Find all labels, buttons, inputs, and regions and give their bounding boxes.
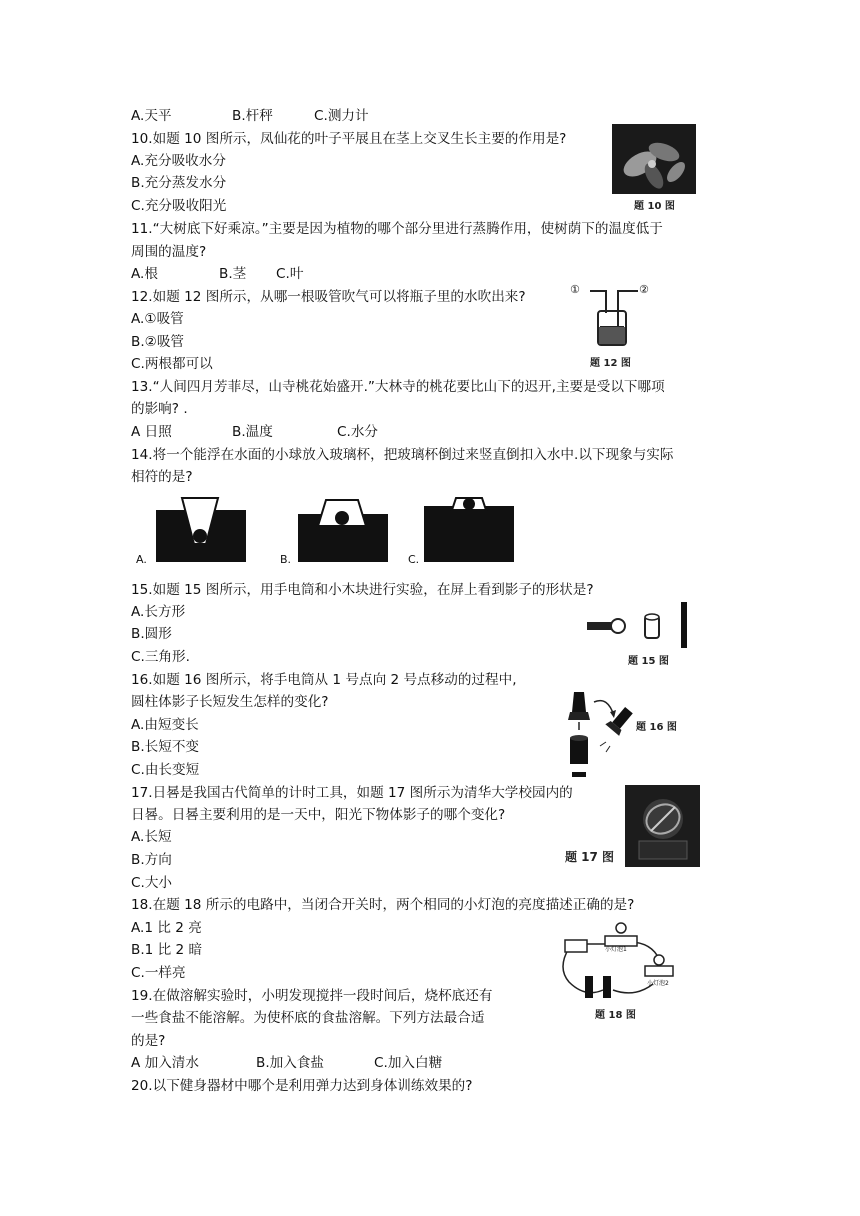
q18-bulb-label-2: 小灯泡2	[647, 980, 669, 987]
q12-tube-label-2: ②	[639, 283, 649, 296]
q12-tube-label-1: ①	[570, 283, 580, 296]
q14-label-b: B.	[280, 553, 292, 566]
q17-option-b: B.方向	[131, 852, 172, 868]
q19-option-a: A 加入清水	[131, 1055, 199, 1071]
q11-option-a: A.根	[131, 266, 158, 282]
q13-stem-line2: 的影响? .	[131, 401, 188, 417]
q14-figure-a	[154, 496, 248, 564]
q13-stem-line1: 13.“人间四月芳菲尽，山寺桃花始盛开.”大林寺的桃花要比山下的迟开,主要是受以下哪项	[131, 379, 665, 395]
q16-caption: 题 16 图	[636, 722, 677, 733]
q19-stem-line2: 一些食盐不能溶解。为使杯底的食盐溶解。下列方法最合适	[131, 1010, 485, 1026]
q14-figure-b	[296, 496, 390, 564]
q14-figure-c	[422, 496, 516, 564]
q10-option-a: A.充分吸收水分	[131, 153, 226, 169]
q17-caption: 题 17 图	[565, 850, 615, 864]
q13-option-c: C.水分	[337, 424, 379, 440]
q13-option-b: B.温度	[232, 424, 273, 440]
q17-option-a: A.长短	[131, 829, 172, 845]
q11-option-c: C.叶	[276, 266, 304, 282]
q19-stem-line3: 的是?	[131, 1033, 166, 1049]
q16-option-c: C.由长变短	[131, 762, 200, 778]
q11-option-b: B.茎	[219, 266, 247, 282]
q18-option-a: A.1 比 2 亮	[131, 920, 202, 936]
q17-stem-line2: 日晷。日晷主要利用的是一天中，阳光下物体影子的哪个变化?	[131, 807, 506, 823]
q9-option-a: A.天平	[131, 108, 172, 124]
q19-option-b: B.加入食盐	[256, 1055, 325, 1071]
q15-option-c: C.三角形.	[131, 649, 190, 665]
q12-option-c: C.两根都可以	[131, 356, 213, 372]
q11-stem-line2: 周围的温度?	[131, 244, 207, 260]
q17-sundial-photo	[625, 785, 700, 867]
q15-flashlight-block-screen	[585, 600, 695, 650]
q10-option-b: B.充分蒸发水分	[131, 175, 227, 191]
q16-option-a: A.由短变长	[131, 717, 199, 733]
q19-stem-line1: 19.在做溶解实验时，小明发现搅拌一段时间后，烧杯底还有	[131, 988, 493, 1004]
q10-impatiens-photo	[612, 124, 696, 194]
q14-label-c: C.	[408, 553, 420, 566]
q13-option-a: A 日照	[131, 424, 172, 440]
q15-option-b: B.圆形	[131, 626, 172, 642]
q14-label-a: A.	[136, 553, 147, 566]
q16-stem-line2: 圆柱体影子长短发生怎样的变化?	[131, 694, 329, 710]
q10-option-c: C.充分吸收阳光	[131, 198, 227, 214]
q18-caption: 题 18 图	[595, 1010, 636, 1021]
q15-stem: 15.如题 15 图所示，用手电筒和小木块进行实验，在屏上看到影子的形状是?	[131, 582, 594, 598]
q17-option-c: C.大小	[131, 875, 173, 891]
q12-caption: 题 12 图	[590, 358, 631, 369]
q18-option-b: B.1 比 2 暗	[131, 942, 203, 958]
q18-circuit-diagram	[555, 918, 675, 1004]
q9-option-c: C.测力计	[314, 108, 369, 124]
q15-option-a: A.长方形	[131, 604, 186, 620]
q14-stem-line2: 相符的是?	[131, 469, 193, 485]
q16-flashlight-cylinder	[566, 690, 646, 780]
q19-option-c: C.加入白糖	[374, 1055, 443, 1071]
q14-stem-line1: 14.将一个能浮在水面的小球放入玻璃杯，把玻璃杯倒过来竖直倒扣入水中.以下现象与实际	[131, 447, 674, 463]
q9-option-b: B.杆秤	[232, 108, 273, 124]
q12-option-b: B.②吸管	[131, 334, 185, 350]
q18-option-c: C.一样亮	[131, 965, 186, 981]
q12-option-a: A.①吸管	[131, 311, 184, 327]
q15-caption: 题 15 图	[628, 656, 669, 667]
q18-bulb-label-1: 小灯泡1	[605, 946, 627, 953]
q10-caption: 题 10 图	[634, 201, 675, 212]
q18-stem: 18.在题 18 所示的电路中，当闭合开关时，两个相同的小灯泡的亮度描述正确的是?	[131, 897, 635, 913]
q17-stem-line1: 17.日晷是我国古代简单的计时工具，如题 17 图所示为清华大学校园内的	[131, 785, 573, 801]
q12-stem: 12.如题 12 图所示，从哪一根吸管吹气可以将瓶子里的水吹出来?	[131, 289, 526, 305]
q16-stem-line1: 16.如题 16 图所示，将手电筒从 1 号点向 2 号点移动的过程中,	[131, 672, 517, 688]
q10-stem: 10.如题 10 图所示，凤仙花的叶子平展且在茎上交叉生长主要的作用是?	[131, 131, 567, 147]
q20-stem: 20.以下健身器材中哪个是利用弹力达到身体训练效果的?	[131, 1078, 473, 1094]
q16-option-b: B.长短不变	[131, 739, 200, 755]
q11-stem-line1: 11.“大树底下好乘凉。”主要是因为植物的哪个部分里进行蒸腾作用，使树荫下的温度低于	[131, 221, 663, 237]
